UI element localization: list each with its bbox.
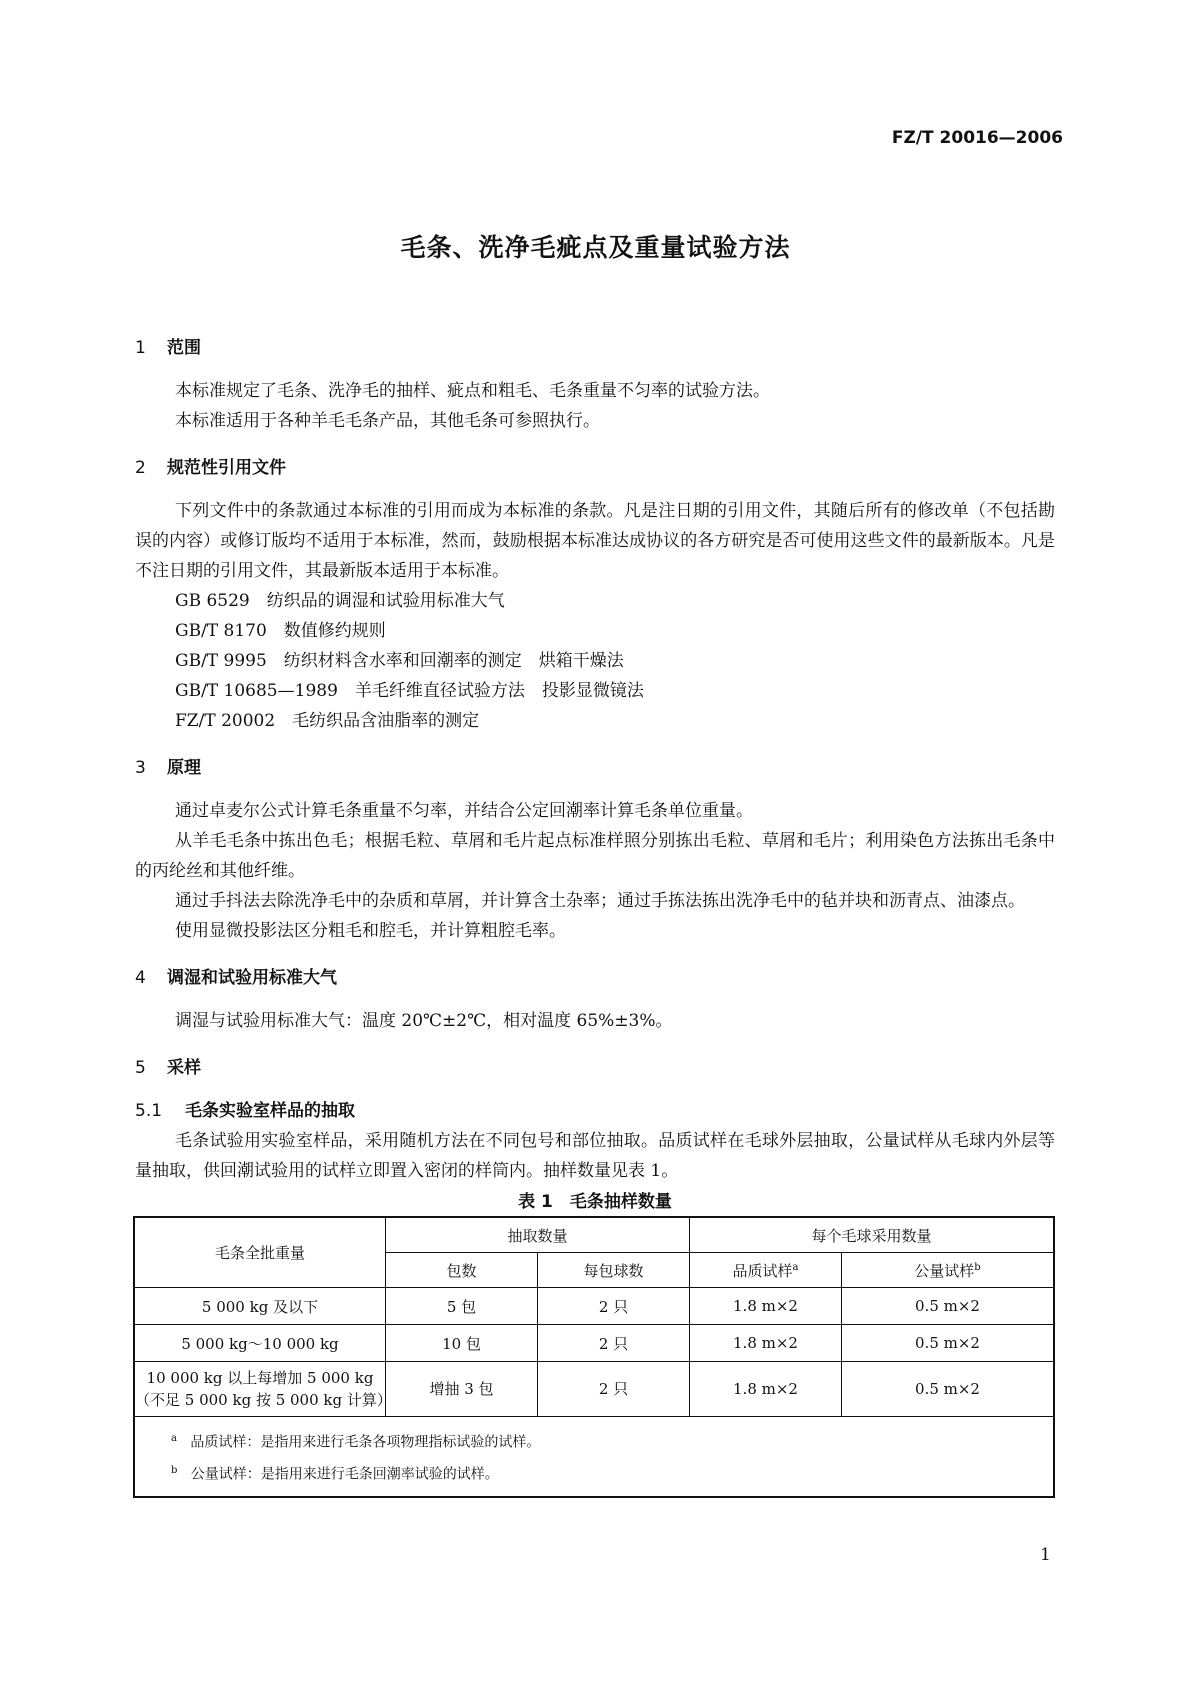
section-2-heading: 2 规范性引用文件 (135, 458, 286, 478)
table-row: 10 000 kg 以上每增加 5 000 kg （不足 5 000 kg 按 5 000 kg 计算） 增抽 3 包 2 只 1.8 m×2 0.5 m×2 (134, 1362, 1054, 1417)
section-2-intro: 下列文件中的条款通过本标准的引用而成为本标准的条款。凡是注日期的引用文件，其随后所有的修改单（不包括勘误的内容）或修订版均不适用于本标准，然而，鼓励根据本标准达成协议的各方研究是否可使用这些文件的最新版本。凡是不注日期的引用文件，其最新版本适用于本标准。 (135, 501, 1055, 581)
table-row: 5 000 kg～10 000 kg 10 包 2 只 1.8 m×2 0.5 m×2 (134, 1325, 1054, 1362)
table-header-weight: 毛条全批重量 (134, 1217, 386, 1288)
section-3-para-1: 通过卓麦尔公式计算毛条重量不匀率，并结合公定回潮率计算毛条单位重量。 (175, 801, 753, 821)
section-3-para-2: 从羊毛毛条中拣出色毛；根据毛粒、草屑和毛片起点标准样照分别拣出毛粒、草屑和毛片；利用染色方法拣出毛条中的丙纶丝和其他纤维。 (135, 831, 1055, 881)
page-number: 1 (1040, 1545, 1051, 1565)
standard-code: FZ/T 20016—2006 (891, 128, 1063, 148)
table-header-standard: 公量试样$^b$ (842, 1253, 1055, 1288)
table-header-sample-count: 抽取数量 (386, 1217, 690, 1253)
table-header-per-ball: 每个毛球采用数量 (690, 1217, 1055, 1253)
reference-item: GB/T 10685—1989 羊毛纤维直径试验方法 投影显微镜法 (175, 681, 644, 701)
footnote-a: $^a$ 品质试样：是指用来进行毛条各项物理指标试验的试样。 (171, 1433, 541, 1451)
section-5-1-para-1: 毛条试验用实验室样品，采用随机方法在不同包号和部位抽取。品质试样在毛球外层抽取，公量试样从毛球内外层等量抽取，供回潮试验用的试样立即置入密闭的样筒内。抽样数量见表 1。 (135, 1131, 1055, 1181)
table-header-bags: 包数 (386, 1253, 538, 1288)
reference-item: GB 6529 纺织品的调湿和试验用标准大气 (175, 591, 505, 611)
table-header-balls: 每包球数 (538, 1253, 690, 1288)
reference-item: GB/T 8170 数值修约规则 (175, 621, 386, 641)
document-title: 毛条、洗净毛疵点及重量试验方法 (400, 233, 791, 262)
table-footnotes (134, 1417, 1054, 1498)
section-3-heading: 3 原理 (135, 758, 201, 778)
section-4-para-1: 调湿与试验用标准大气：温度 20℃±2℃，相对温度 65%±3%。 (175, 1011, 673, 1031)
reference-item: GB/T 9995 纺织材料含水率和回潮率的测定 烘箱干燥法 (175, 651, 624, 671)
section-1-heading: 1 范围 (135, 338, 201, 358)
section-3-para-3: 通过手抖法去除洗净毛中的杂质和草屑，并计算含土杂率；通过手拣法拣出洗净毛中的毡并块和沥青点、油漆点。 (175, 891, 1025, 911)
table-1-caption: 表 1 毛条抽样数量 (518, 1192, 672, 1212)
section-1-para-1: 本标准规定了毛条、洗净毛的抽样、疵点和粗毛、毛条重量不匀率的试验方法。 (175, 381, 770, 401)
document-body (135, 330, 1055, 1498)
table-1 (133, 1216, 1055, 1498)
section-1-para-2: 本标准适用于各种羊毛毛条产品，其他毛条可参照执行。 (175, 411, 600, 431)
section-4-heading: 4 调湿和试验用标准大气 (135, 968, 337, 988)
section-3-para-4: 使用显微投影法区分粗毛和腔毛，并计算粗腔毛率。 (175, 921, 566, 941)
table-header-quality: 品质试样$^a$ (690, 1253, 842, 1288)
footnote-b: $^b$ 公量试样：是指用来进行毛条回潮率试验的试样。 (171, 1464, 499, 1483)
section-5-heading: 5 采样 (135, 1058, 201, 1078)
section-5-1-heading: 5.1 毛条实验室样品的抽取 (135, 1101, 355, 1121)
reference-item: FZ/T 20002 毛纺织品含油脂率的测定 (175, 711, 480, 731)
table-row: 5 000 kg 及以下 5 包 2 只 1.8 m×2 0.5 m×2 (134, 1288, 1054, 1325)
